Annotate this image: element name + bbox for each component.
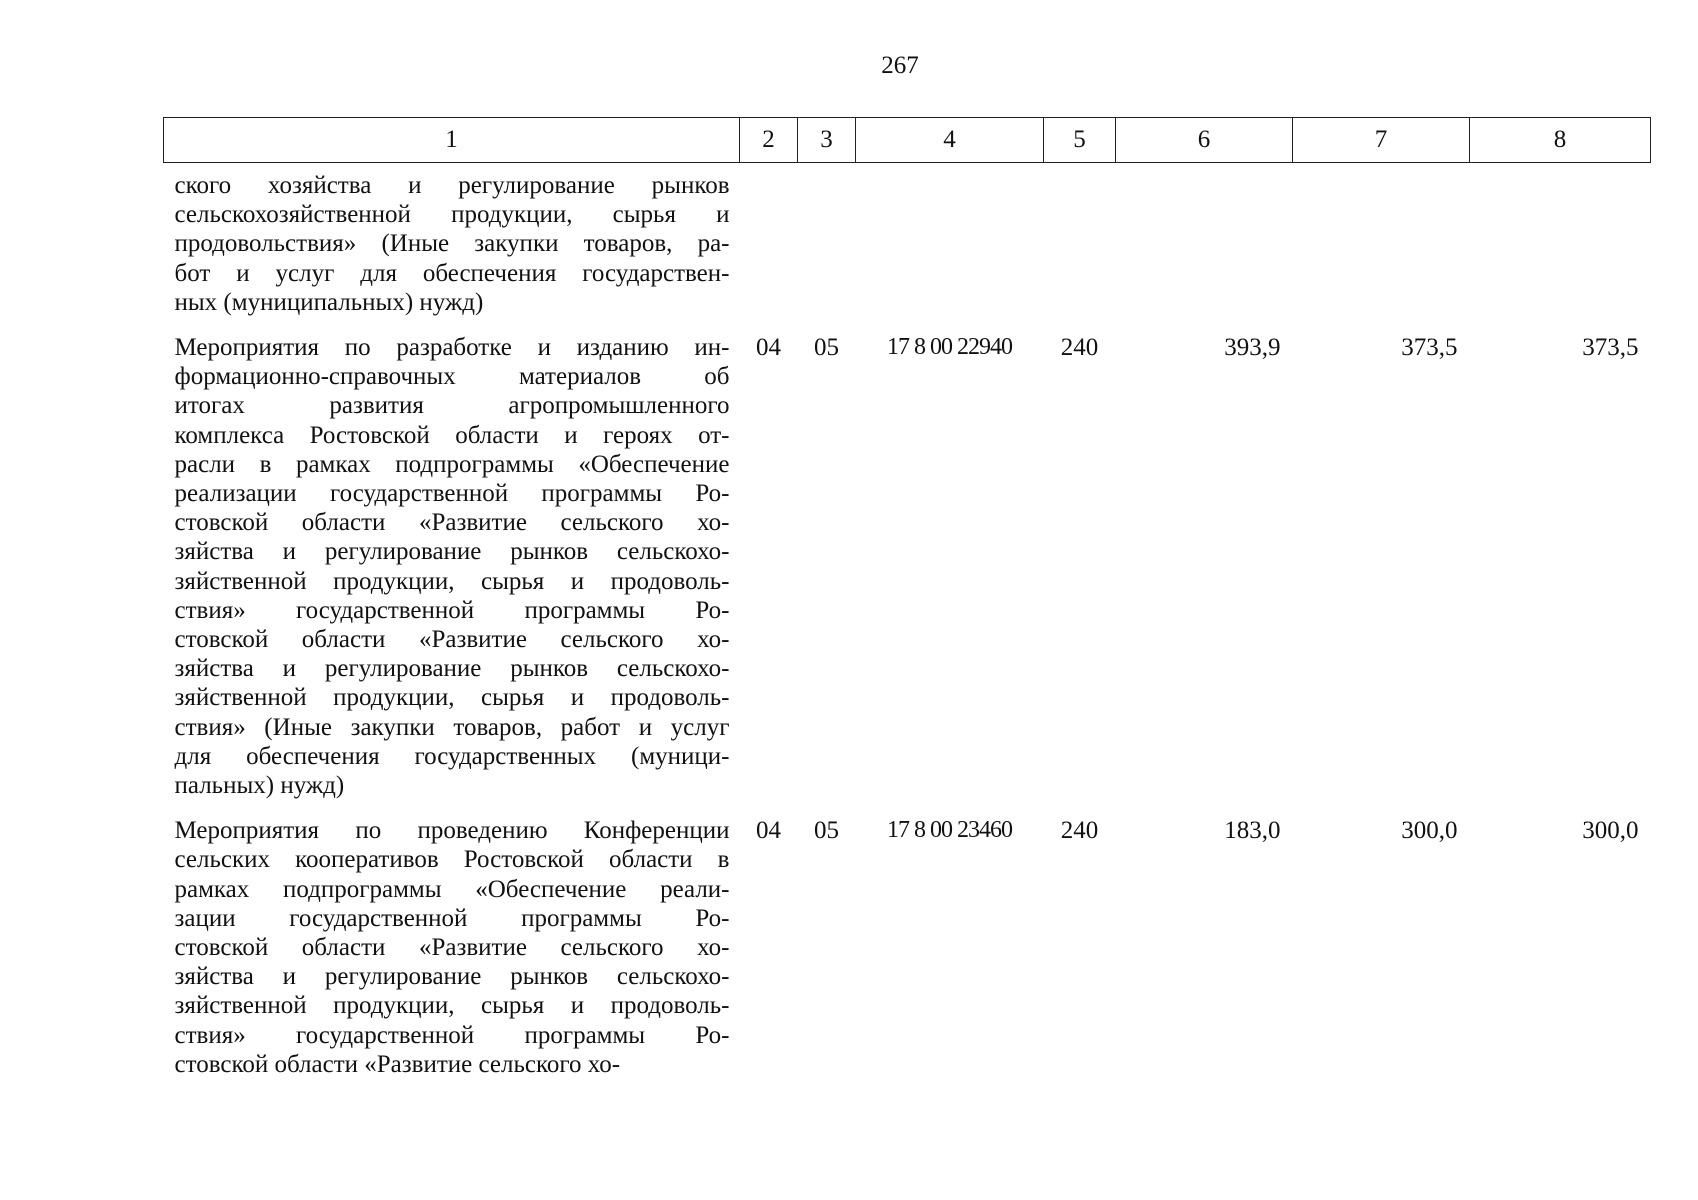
description-line: стовской области «Развитие сельского хо- <box>174 1050 621 1078</box>
section-code: 04 <box>756 817 781 845</box>
description-line: бот и услуг для обеспечения государствен- <box>174 259 730 287</box>
budget-table-container <box>163 117 1650 1079</box>
target-article-code: 17 8 00 22940 <box>887 334 1012 361</box>
description-line: ных (муниципальных) нужд) <box>174 288 484 316</box>
amount-column-7: 373,5 <box>1401 334 1458 362</box>
header-row <box>164 118 1651 163</box>
column-header-8: 8 <box>1470 118 1651 163</box>
expense-type-code <box>1044 163 1116 318</box>
description-line: зяйства и регулирование рынков сельскохо- <box>174 655 730 683</box>
column-header-4: 4 <box>856 118 1044 163</box>
description-line: зяйственной продукции, сырья и продоволь- <box>174 684 730 712</box>
page-number: 267 <box>881 52 919 79</box>
description-cell <box>164 317 740 800</box>
description-line: сельскохозяйственной продукции, сырья и <box>174 201 730 229</box>
description-line: ствия» (Иные закупки товаров, работ и услуг <box>174 713 730 741</box>
description-cell <box>164 800 740 1079</box>
description-line: формационно-справочных материалов об <box>174 363 730 391</box>
description-line: итогах развития агропромышленного <box>174 392 730 420</box>
description-line: зации государственной программы Ро- <box>174 904 730 932</box>
description-line: ствия» государственной программы Ро- <box>174 596 730 624</box>
description-line: зяйства и регулирование рынков сельскохо- <box>174 963 730 991</box>
amount-column-6 <box>1116 163 1293 318</box>
description-line: комплекса Ростовской области и героях от- <box>174 421 730 449</box>
column-header-5: 5 <box>1044 118 1116 163</box>
column-header-6: 6 <box>1116 118 1293 163</box>
amount-column-6: 183,0 <box>1224 817 1281 845</box>
target-article-code: 17 8 00 23460 <box>887 817 1012 844</box>
description-cell <box>164 163 740 318</box>
amount-column-7 <box>1293 163 1470 318</box>
description-line: зяйства и регулирование рынков сельскохо- <box>174 538 730 566</box>
description-line: зяйственной продукции, сырья и продоволь- <box>174 992 730 1020</box>
subsection-code <box>798 163 856 318</box>
description-line: расли в рамках подпрограммы «Обеспечение <box>174 450 730 478</box>
amount-column-8 <box>1470 163 1651 318</box>
description-line: стовской области «Развитие сельского хо- <box>174 626 730 654</box>
description-line: ского хозяйства и регулирование рынков <box>174 172 730 199</box>
description-line: пальных) нужд) <box>174 772 345 800</box>
expense-type-code: 240 <box>1060 817 1099 845</box>
amount-column-6: 393,9 <box>1224 334 1281 362</box>
column-header-7: 7 <box>1293 118 1470 163</box>
table-row <box>164 800 1651 1079</box>
description-line: стовской области «Развитие сельского хо- <box>174 509 730 537</box>
amount-column-8: 373,5 <box>1582 334 1639 362</box>
table-row <box>164 317 1651 800</box>
description-line: ствия» государственной программы Ро- <box>174 1021 730 1049</box>
subsection-code: 05 <box>814 817 839 845</box>
description-line: рамках подпрограммы «Обеспечение реали- <box>174 875 730 903</box>
table-body <box>164 163 1651 1080</box>
column-header-2: 2 <box>740 118 798 163</box>
table-header <box>164 118 1651 163</box>
target-article-code <box>856 163 1044 318</box>
description-line: реализации государственной программы Ро- <box>174 480 730 508</box>
expense-type-code: 240 <box>1060 334 1099 362</box>
amount-column-8: 300,0 <box>1582 817 1639 845</box>
amount-column-7: 300,0 <box>1401 817 1458 845</box>
description-line: сельских кооперативов Ростовской области в <box>174 846 730 874</box>
column-header-3: 3 <box>798 118 856 163</box>
budget-table <box>163 117 1651 1079</box>
description-line: для обеспечения государственных (муници- <box>174 742 730 770</box>
description-line: продовольствия» (Иные закупки товаров, ра- <box>174 230 730 258</box>
column-header-1: 1 <box>164 118 740 163</box>
description-line: зяйственной продукции, сырья и продоволь- <box>174 567 730 595</box>
subsection-code: 05 <box>814 334 839 362</box>
description-line: Мероприятия по разработке и изданию ин- <box>174 334 730 362</box>
section-code <box>740 163 798 318</box>
description-line: стовской области «Развитие сельского хо- <box>174 934 730 962</box>
section-code: 04 <box>756 334 781 362</box>
table-row <box>164 163 1651 318</box>
description-line: Мероприятия по проведению Конференции <box>174 817 730 845</box>
